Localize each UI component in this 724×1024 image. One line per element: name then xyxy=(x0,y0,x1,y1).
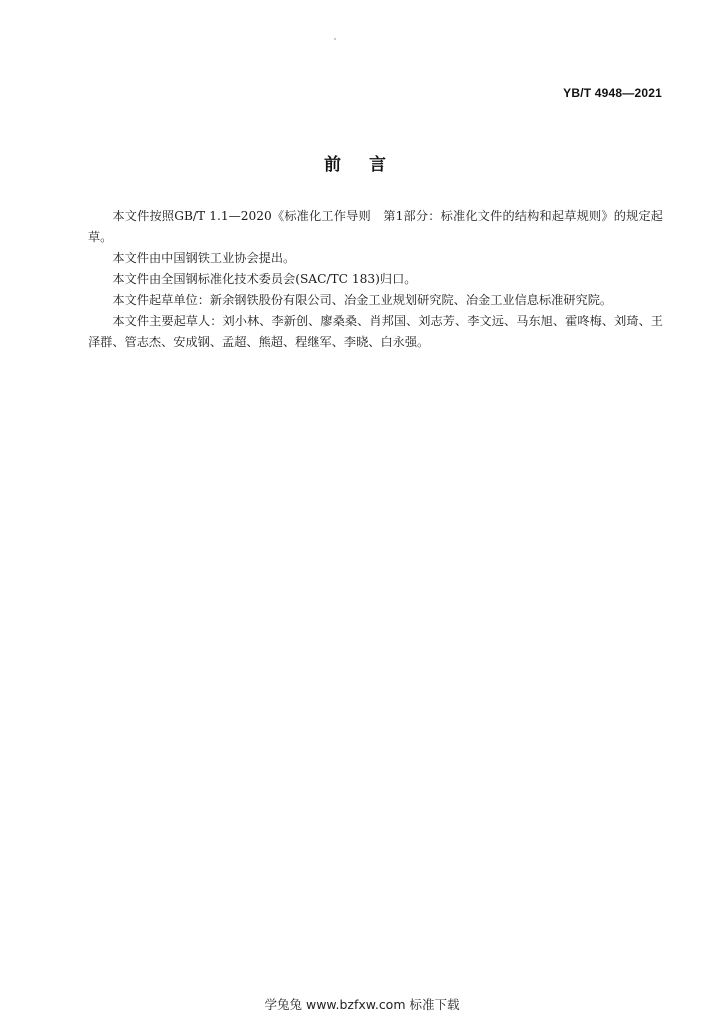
footer-watermark: 学兔兔 www.bzfxw.com 标准下载 xyxy=(264,997,460,1012)
paragraph-proposer: 本文件由中国钢铁工业协会提出。 xyxy=(112,251,296,265)
paragraph-drafters: 本文件主要起草人：刘小林、李新创、廖桑桑、肖邦国、刘志芳、李文远、马东旭、霍咚梅、刘琦、王泽群、管志杰、安成钢、孟超、熊超、程继军、李晓、白永强。 xyxy=(88,314,663,349)
foreword-body xyxy=(88,206,663,353)
paragraph-drafting-units: 本文件起草单位：新余钢铁股份有限公司、冶金工业规划研究院、冶金工业信息标准研究院。 xyxy=(112,293,613,307)
paragraph-drafting-rules: 本文件按照GB/T 1.1—2020《标准化工作导则 第1部分：标准化文件的结构和起草规则》的规定起草。 xyxy=(88,209,663,244)
document-code: YB/T 4948—2021 xyxy=(563,86,662,100)
scan-speck xyxy=(334,38,336,40)
paragraph-technical-committee: 本文件由全国钢标准化技术委员会(SAC/TC 183)归口。 xyxy=(112,272,417,286)
page-title: 前言 xyxy=(324,155,414,175)
